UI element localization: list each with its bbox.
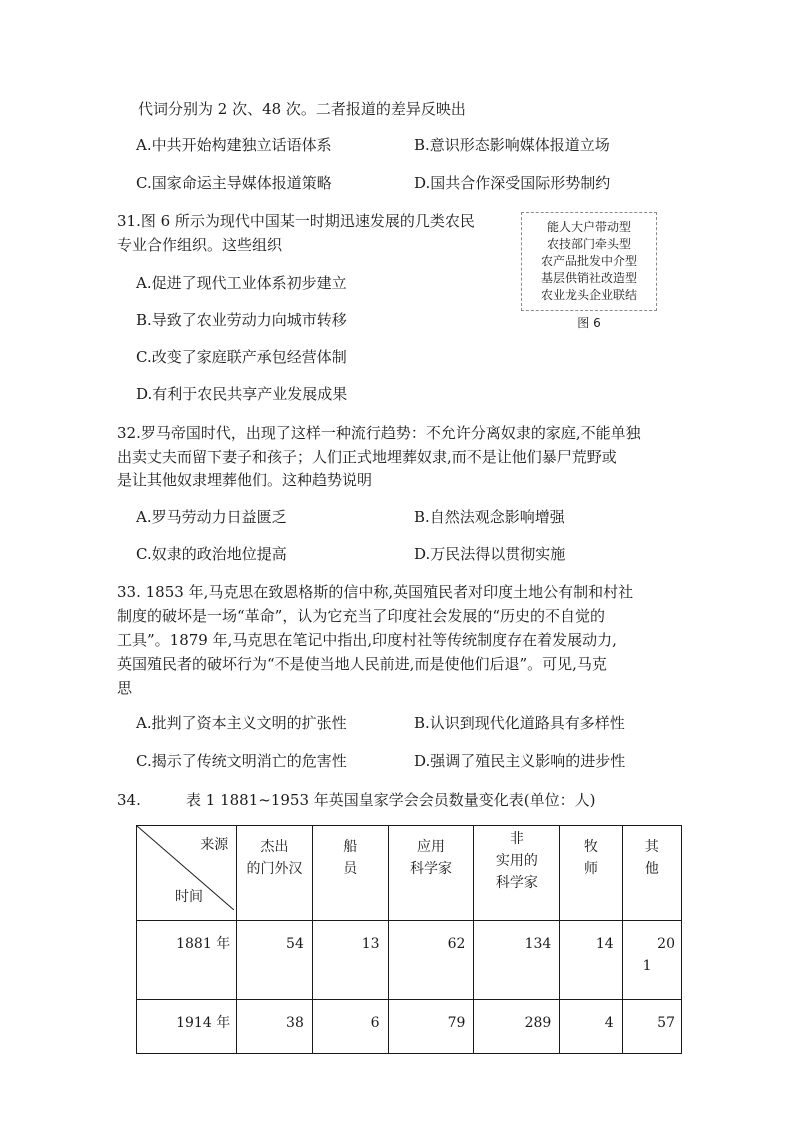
figure-6-caption: 图 6: [577, 316, 601, 330]
header-text: 他: [644, 861, 659, 877]
table-corner-cell: [137, 826, 237, 921]
table-1-title: 表 1 1881~1953 年英国皇家学会会员数量变化表(单位：人): [186, 791, 596, 809]
header-cell: [312, 826, 388, 921]
q33-option-d[interactable]: D.强调了殖民主义影响的进步性: [414, 752, 626, 770]
value-cell: 79: [388, 1000, 474, 1054]
header-text: 非: [509, 831, 524, 847]
header-cell: [474, 826, 560, 921]
q32-option-a[interactable]: A.罗马劳动力日益匮乏: [136, 508, 287, 526]
value-cell: 289: [474, 1000, 560, 1054]
q32-option-c[interactable]: C.奴隶的政治地位提高: [136, 545, 287, 563]
year-cell: 1914 年: [137, 1000, 237, 1054]
q33-option-c[interactable]: C.揭示了传统文明消亡的危害性: [136, 752, 347, 770]
value-cell: 54: [237, 921, 313, 1000]
value-cell: 62: [388, 921, 474, 1000]
year-cell: 1881 年: [137, 921, 237, 1000]
q31-stem-line2: 专业合作组织。这些组织: [117, 236, 283, 254]
header-cell: [622, 826, 681, 921]
table-row: [137, 1000, 682, 1054]
figure-6-box: [521, 212, 657, 311]
table-1: [136, 825, 682, 1054]
q32-option-b[interactable]: B.自然法观念影响增强: [414, 508, 565, 526]
figure-item: 能人大户带动型: [546, 220, 631, 234]
figure-item: 农产品批发中介型: [540, 254, 637, 268]
q31-option-c[interactable]: C.改变了家庭联产承包经营体制: [136, 348, 347, 366]
header-text: 师: [583, 861, 598, 877]
q33-stem-line4: 英国殖民者的破坏行为“不是使当地人民前进,而是使他们后退”。可见,马克: [117, 655, 607, 673]
header-text: 船: [343, 839, 358, 855]
value-cell: 13: [312, 921, 388, 1000]
q30-option-c[interactable]: C.国家命运主导媒体报道策略: [136, 174, 332, 192]
q32-stem-line2: 出卖丈夫而留下妻子和孩子；人们正式地埋葬奴隶,而不是让他们暴尸荒野或: [117, 448, 617, 466]
q30-option-b[interactable]: B.意识形态影响媒体报道立场: [414, 136, 610, 154]
q31-stem-line1: 31.图 6 所示为现代中国某一时期迅速发展的几类农民: [117, 212, 475, 230]
figure-item: 农技部门牵头型: [546, 237, 631, 251]
header-cell: [237, 826, 313, 921]
q33-stem-line3: 工具”。1879 年,马克思在笔记中指出,印度村社等传统制度存在着发展动力,: [117, 631, 617, 649]
value-cell: 38: [237, 1000, 313, 1054]
value-cell: 6: [312, 1000, 388, 1054]
q33-option-a[interactable]: A.批判了资本主义文明的扩张性: [136, 714, 347, 732]
header-text: 杰出: [260, 839, 289, 855]
header-cell: [560, 826, 622, 921]
value-text: 20: [657, 936, 675, 952]
q33-option-b[interactable]: B.认识到现代化道路具有多样性: [414, 714, 625, 732]
q32-stem-line3: 是让其他奴隶埋葬他们。这种趋势说明: [117, 471, 373, 489]
value-cell: 134: [474, 921, 560, 1000]
q30-stem-tail: 代词分别为 2 次、48 次。二者报道的差异反映出: [138, 100, 466, 118]
q30-option-a[interactable]: A.中共开始构建独立话语体系: [136, 136, 332, 154]
table-row: [137, 921, 682, 1000]
q32-option-d[interactable]: D.万民法得以贯彻实施: [414, 545, 566, 563]
q34-number: 34.: [117, 791, 141, 809]
header-text: 科学家: [409, 861, 452, 877]
header-cell: [388, 826, 474, 921]
q31-option-b[interactable]: B.导致了农业劳动力向城市转移: [136, 311, 347, 329]
header-text: 科学家: [495, 875, 538, 891]
value-cell: [622, 921, 681, 1000]
q33-stem-line1: 33. 1853 年,马克思在致恩格斯的信中称,英国殖民者对印度土地公有制和村社: [117, 583, 634, 601]
q30-option-d[interactable]: D.国共合作深受国际形势制约: [414, 174, 611, 192]
q31-option-d[interactable]: D.有利于农民共享产业发展成果: [136, 385, 348, 403]
q33-stem-line2: 制度的破坏是一场“革命”，认为它充当了印度社会发展的“历史的不自觉的: [117, 607, 606, 625]
header-text: 其: [644, 839, 659, 855]
q32-stem-line1: 32.罗马帝国时代，出现了这样一种流行趋势：不允许分离奴隶的家庭,不能单独: [117, 424, 641, 442]
figure-item: 农业龙头企业联结: [540, 288, 637, 302]
q31-option-a[interactable]: A.促进了现代工业体系初步建立: [136, 274, 347, 292]
header-text: 牧: [583, 839, 598, 855]
table-header-row: [137, 826, 682, 921]
value-text: 1: [642, 958, 652, 974]
value-cell: 57: [622, 1000, 681, 1054]
header-text: 的门外汉: [246, 861, 303, 877]
q33-stem-line5: 思: [117, 679, 133, 697]
value-cell: 4: [560, 1000, 622, 1054]
header-text: 实用的: [495, 853, 538, 869]
figure-item: 基层供销社改造型: [540, 271, 637, 285]
corner-label-time: 时间: [175, 889, 203, 905]
header-text: 员: [343, 861, 358, 877]
value-cell: 14: [560, 921, 622, 1000]
header-text: 应用: [416, 839, 445, 855]
corner-label-source: 来源: [200, 837, 229, 853]
